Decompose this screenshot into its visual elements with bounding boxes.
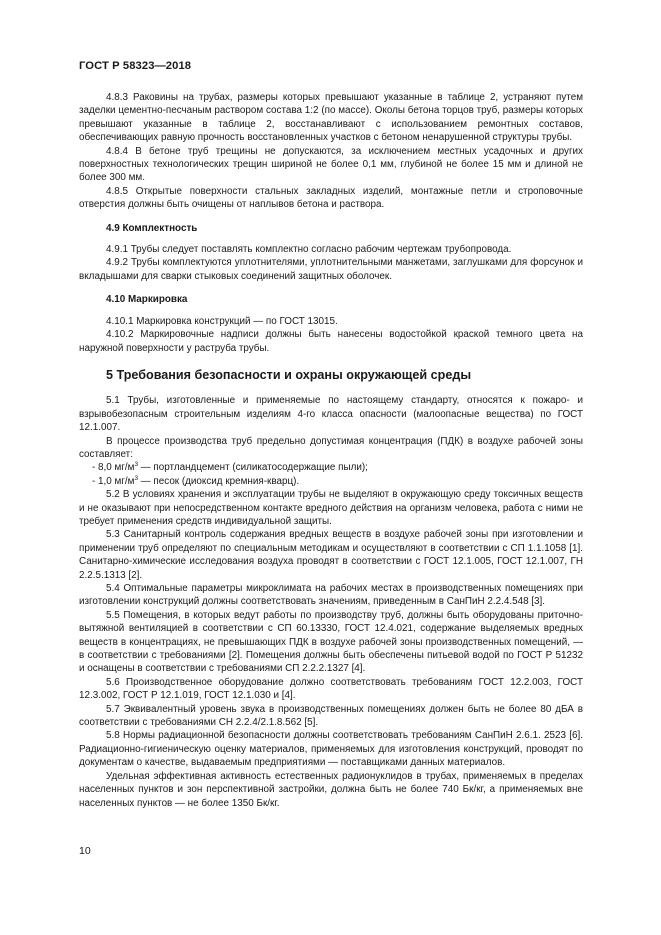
- section-heading-4-9: 4.9 Комплектность: [106, 222, 198, 234]
- paragraph-5-8: 5.8 Нормы радиационной безопасности должны соответствовать требованиям СанПиН 2.6.1. 2523 [6]. Радиационно-гигиеническую оценку материалов, применяемых для изготовления конструкций, проводят по документам о качестве, выдаваемым предприятиями — поставщиками данных материалов.: [79, 730, 583, 769]
- page-number: 10: [79, 845, 91, 857]
- paragraph-5-8-continued: Удельная эффективная активность естественных радионуклидов в трубах, применяемых в пределах населенных пунктов и зон перспективной застройки, должна быть не более 740 Бк/кг, а применяемых вне населенных пунктов — не более 1350 Бк/кг.: [79, 770, 583, 809]
- paragraph-4-9-1: 4.9.1 Трубы следует поставлять комплектно согласно рабочим чертежам трубопровода.: [106, 244, 512, 256]
- paragraph-5-1: 5.1 Трубы, изготовленные и применяемые по настоящему стандарту, относятся к пожаро- и взрывобезопасным строительным изделиям 4-го класса опасности (малоопасные вещества) по ГОСТ 12.1.007.: [79, 395, 583, 434]
- paragraph-4-10-2: 4.10.2 Маркировочные надписи должны быть нанесены водостойкой краской темного цвета на наружной поверхности у раструба трубы.: [79, 329, 583, 354]
- paragraph-4-8-4: 4.8.4 В бетоне труб трещины не допускаются, за исключением местных усадочных и других поверхностных технологических трещин шириной не более 0,1 мм, глубиной не более 15 мм и длиной не более 300 мм.: [79, 145, 583, 184]
- paragraph-5-3: 5.3 Санитарный контроль содержания вредных веществ в воздухе рабочей зоны при изготовлении и применении труб определяют по специальным методикам и осуществляют в соответствии с СП 1.1.1058 [1]. Санитарно-химические исследования воздуха проводят в соответствии с ГОСТ 12.1.005, ГОСТ 12.1.007, ГН 2.2.5.1313 [2].: [79, 529, 583, 581]
- section-heading-4-10: 4.10 Маркировка: [106, 294, 188, 306]
- paragraph-4-10-1: 4.10.1 Маркировка конструкций — по ГОСТ 13015.: [106, 315, 338, 327]
- paragraph-5-4: 5.4 Оптимальные параметры микроклимата на рабочих местах в производственных помещениях при изготовлении конструкций должны соответствовать значениям, приведенным в СанПиН 2.2.4.548 [3].: [79, 583, 583, 608]
- paragraph-4-9-2: 4.9.2 Трубы комплектуются уплотнителями, уплотнительными манжетами, заглушками для форсунок и вкладышами для сварки стыковых соединений защитных оболочек.: [79, 257, 583, 282]
- paragraph-5-6: 5.6 Производственное оборудование должно соответствовать требованиям ГОСТ 12.2.003, ГОСТ 12.3.002, ГОСТ Р 12.1.019, ГОСТ 12.1.030 и [4].: [79, 676, 583, 702]
- paragraph-5-7: 5.7 Эквивалентный уровень звука в производственных помещениях должен быть не более 80 дБА в соответствии с требованиями СН 2.2.4/2.1.8.562 [5].: [79, 703, 583, 729]
- paragraph-5-1-continued: В процессе производства труб предельно допустимая концентрация (ПДК) в воздухе рабочей зоны составляет:: [79, 435, 583, 460]
- paragraph-5-5: 5.5 Помещения, в которых ведут работы по производству труб, должны быть оборудованы приточно-вытяжной вентиляцией в соответствии с СП 60.13330, ГОСТ 12.4.021, содержание выделяемых вредных веществ в концентрациях, не превышающих ПДК в воздухе рабочей зоны производственных помещений, — в соответствии с требованиями [2]. Помещения должны быть обеспечены питьевой водой по ГОСТ Р 51232 и оснащены в соответствии с требованиями СП 2.2.2.1327 [4].: [79, 609, 583, 675]
- document-header: ГОСТ Р 58323—2018: [79, 60, 192, 72]
- paragraph-4-8-5: 4.8.5 Открытые поверхности стальных закладных изделий, монтажные петли и строповочные отверстия должны быть очищены от наплывов бетона и раствора.: [79, 185, 583, 211]
- document-body: [79, 91, 583, 810]
- list-item-portland-cement: - 8,0 $мг/м^3$ — портландцемент (силикатосодержащие пыли);: [92, 461, 368, 474]
- paragraph-4-8-3: 4.8.3 Раковины на трубах, размеры которых превышают указанные в таблице 2, устраняют путем заделки цементно-песчаным раствором состава 1:2 (по массе). Околы бетона торцов труб, размеры которых превышают указанные в таблице 2, восстанавливают с использованием ремонтных составов, обеспечивающих равную прочность восстановленных участков с бетоном ненарушенной структуры трубы.: [79, 92, 583, 144]
- paragraph-5-2: 5.2 В условиях хранения и эксплуатации трубы не выделяют в окружающую среду токсичных веществ и не оказывают при непосредственном контакте вредного действия на организм человека, работа с ними не требует применения средств индивидуальной защиты.: [79, 489, 583, 527]
- section-heading-5: 5 Требования безопасности и охраны окружающей среды: [106, 367, 472, 382]
- list-item-sand: - 1,0 $мг/м^3$ — песок (диоксид кремния-кварц).: [92, 474, 300, 487]
